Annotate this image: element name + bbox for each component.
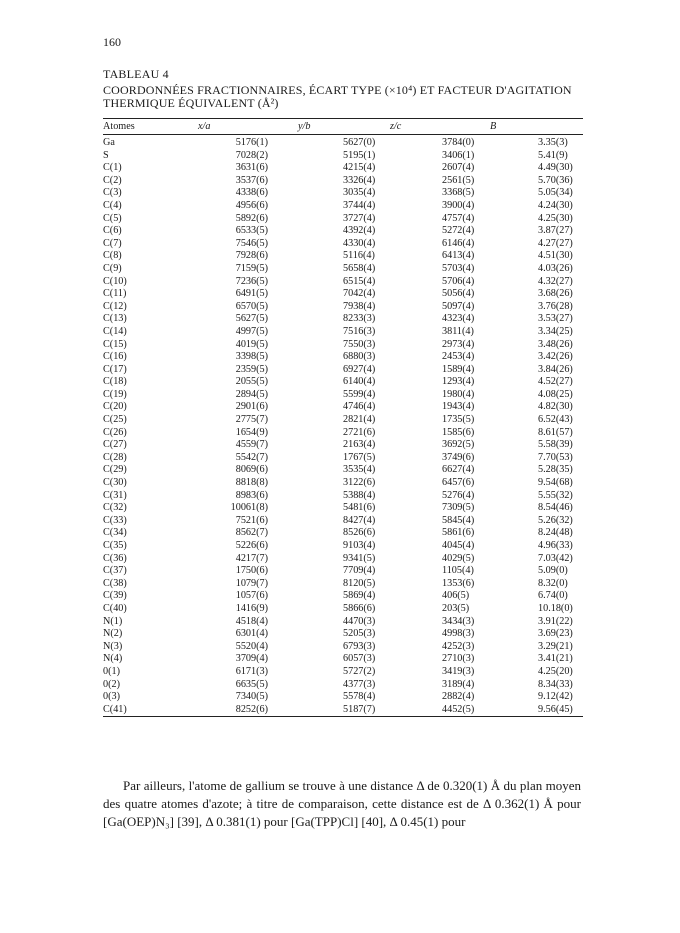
atom-cell: C(6) [103, 225, 122, 237]
yb-cell: 4392(4) [343, 225, 376, 237]
xa-cell: 7928(6) [235, 250, 268, 262]
atom-cell: C(32) [103, 502, 127, 514]
b-cell: 3.84(26) [538, 363, 573, 375]
zc-cell: 1293(4) [442, 376, 475, 388]
b-cell: 4.96(33) [538, 540, 573, 551]
yb-cell: 5388(4) [343, 489, 376, 501]
table-row [103, 414, 583, 427]
coordinates-table [103, 118, 583, 717]
zc-cell: 2710(3) [442, 653, 475, 665]
b-cell: 9.12(42) [538, 691, 573, 703]
header-b: B [490, 121, 497, 132]
atom-cell: C(38) [103, 577, 127, 589]
b-cell: 3.68(26) [538, 288, 573, 300]
yb-cell: 5116(4) [343, 250, 375, 262]
zc-cell: 5056(4) [442, 288, 475, 300]
yb-cell: 4746(4) [343, 401, 376, 413]
xa-cell: 5176(1) [235, 137, 268, 148]
b-cell: 8.54(46) [538, 502, 573, 514]
atom-cell: C(11) [103, 288, 127, 300]
atom-cell: S [103, 149, 109, 161]
table-row [103, 553, 583, 566]
zc-cell: 1943(4) [442, 401, 475, 413]
yb-cell: 5627(0) [343, 137, 376, 148]
xa-cell: 5520(4) [235, 640, 268, 652]
header-atomes: Atomes [103, 121, 135, 132]
b-cell: 5.09(0) [538, 565, 568, 577]
table-row [103, 565, 583, 578]
zc-cell: 5861(6) [442, 527, 475, 539]
table-row [103, 477, 583, 490]
zc-cell: 3189(4) [442, 678, 475, 690]
b-cell: 4.08(25) [538, 388, 573, 400]
xa-cell: 4956(6) [235, 199, 268, 211]
yb-cell: 5599(4) [343, 388, 376, 400]
atom-cell: C(2) [103, 174, 122, 186]
b-cell: 4.49(30) [538, 162, 573, 174]
zc-cell: 2882(4) [442, 691, 475, 703]
atom-cell: C(41) [103, 703, 127, 715]
atom-cell: 0(2) [103, 678, 120, 690]
yb-cell: 5205(3) [343, 628, 376, 640]
yb-cell: 7516(3) [343, 325, 376, 337]
xa-cell: 1750(6) [235, 565, 268, 577]
yb-cell: 5578(4) [343, 691, 376, 703]
table-row [103, 502, 583, 515]
table-row [103, 213, 583, 226]
b-cell: 4.03(26) [538, 262, 573, 274]
b-cell: 4.51(30) [538, 250, 573, 262]
xa-cell: 10061(8) [230, 502, 268, 514]
table-row [103, 200, 583, 213]
atom-cell: C(1) [103, 162, 122, 174]
b-cell: 5.70(36) [538, 174, 573, 186]
zc-cell: 406(5) [442, 590, 470, 602]
xa-cell: 3631(6) [235, 162, 268, 174]
table-row [103, 389, 583, 402]
yb-cell: 7938(4) [343, 300, 376, 312]
xa-cell: 5892(6) [235, 212, 268, 224]
xa-cell: 3398(5) [235, 351, 268, 363]
xa-cell: 2901(6) [235, 401, 268, 413]
yb-cell: 6927(4) [343, 363, 376, 375]
table-header-row [103, 119, 583, 135]
yb-cell: 5195(1) [343, 149, 376, 161]
yb-cell: 1767(5) [343, 451, 376, 463]
b-cell: 3.42(26) [538, 351, 573, 363]
table-row [103, 376, 583, 389]
table-row [103, 666, 583, 679]
table-row [103, 527, 583, 540]
table-row [103, 691, 583, 704]
table-row [103, 162, 583, 175]
table-row [103, 175, 583, 188]
table-row [103, 313, 583, 326]
table-row [103, 238, 583, 251]
xa-cell: 6570(5) [235, 300, 268, 312]
zc-cell: 1589(4) [442, 363, 475, 375]
xa-cell: 6491(5) [235, 288, 268, 300]
atom-cell: C(26) [103, 426, 127, 438]
paragraph-text: Par ailleurs, l'atome de gallium se trouve à une distance Δ de 0.320(1) Å du plan moyen des quatre atomes d'azote; à titre de comparaison, cette distance est de Δ 0.362(1) Å pour [Ga(OEP)N₃] [39], Δ 0.381(1) pour [Ga(TPP)Cl] [40], Δ 0.45(1) pour [103, 778, 581, 829]
yb-cell: 5727(2) [343, 665, 376, 677]
zc-cell: 3692(5) [442, 439, 475, 451]
atom-cell: C(20) [103, 401, 127, 413]
zc-cell: 1735(5) [442, 414, 475, 426]
b-cell: 3.48(26) [538, 338, 573, 350]
b-cell: 5.26(32) [538, 514, 573, 526]
atom-cell: C(36) [103, 552, 127, 564]
b-cell: 3.35(3) [538, 137, 568, 148]
yb-cell: 5481(6) [343, 502, 376, 514]
atom-cell: Ga [103, 137, 115, 148]
xa-cell: 8252(6) [235, 703, 268, 715]
yb-cell: 3744(4) [343, 199, 376, 211]
b-cell: 4.27(27) [538, 237, 573, 249]
zc-cell: 1585(6) [442, 426, 475, 438]
atom-cell: N(2) [103, 628, 123, 640]
atom-cell: 0(3) [103, 691, 120, 703]
b-cell: 3.76(28) [538, 300, 573, 312]
zc-cell: 6627(4) [442, 464, 475, 476]
xa-cell: 8983(6) [235, 489, 268, 501]
yb-cell: 6793(3) [343, 640, 376, 652]
yb-cell: 9103(4) [343, 540, 376, 551]
atom-cell: N(3) [103, 640, 123, 652]
table-row [103, 427, 583, 440]
b-cell: 4.25(20) [538, 665, 573, 677]
yb-cell: 2821(4) [343, 414, 376, 426]
b-cell: 3.41(21) [538, 653, 573, 665]
atom-cell: C(25) [103, 414, 127, 426]
zc-cell: 3434(3) [442, 615, 475, 627]
b-cell: 7.03(42) [538, 552, 573, 564]
xa-cell: 1654(9) [235, 426, 268, 438]
atom-cell: C(29) [103, 464, 127, 476]
b-cell: 3.53(27) [538, 313, 573, 325]
table-row [103, 540, 583, 553]
xa-cell: 4559(7) [235, 439, 268, 451]
atom-cell: C(13) [103, 313, 127, 325]
table-row [103, 628, 583, 641]
table-row [103, 452, 583, 465]
xa-cell: 7340(5) [235, 691, 268, 703]
b-cell: 3.91(22) [538, 615, 573, 627]
zc-cell: 6146(4) [442, 237, 475, 249]
xa-cell: 5542(7) [235, 451, 268, 463]
zc-cell: 3749(6) [442, 451, 475, 463]
b-cell: 6.52(43) [538, 414, 573, 426]
zc-cell: 3784(0) [442, 137, 475, 148]
yb-cell: 8120(5) [343, 577, 376, 589]
yb-cell: 3535(4) [343, 464, 376, 476]
yb-cell: 7042(4) [343, 288, 376, 300]
atom-cell: C(31) [103, 489, 127, 501]
table-row [103, 225, 583, 238]
yb-cell: 3727(4) [343, 212, 376, 224]
b-cell: 3.34(25) [538, 325, 573, 337]
b-cell: 9.54(68) [538, 477, 573, 489]
b-cell: 3.87(27) [538, 225, 573, 237]
b-cell: 4.32(27) [538, 275, 573, 287]
header-zc: z/c [390, 121, 402, 132]
zc-cell: 4323(4) [442, 313, 475, 325]
table-row [103, 276, 583, 289]
xa-cell: 7236(5) [235, 275, 268, 287]
zc-cell: 4998(3) [442, 628, 475, 640]
table-row [103, 351, 583, 364]
yb-cell: 2163(4) [343, 439, 376, 451]
table-row [103, 150, 583, 163]
b-cell: 9.56(45) [538, 703, 573, 715]
zc-cell: 5276(4) [442, 489, 475, 501]
atom-cell: C(27) [103, 439, 127, 451]
b-cell: 4.25(30) [538, 212, 573, 224]
zc-cell: 4045(4) [442, 540, 475, 551]
zc-cell: 3368(5) [442, 187, 475, 199]
atom-cell: C(9) [103, 262, 122, 274]
table-row [103, 439, 583, 452]
b-cell: 8.24(48) [538, 527, 573, 539]
yb-cell: 8233(3) [343, 313, 376, 325]
yb-cell: 5869(4) [343, 590, 376, 602]
zc-cell: 2561(5) [442, 174, 475, 186]
zc-cell: 2607(4) [442, 162, 475, 174]
zc-cell: 3900(4) [442, 199, 475, 211]
table-row [103, 616, 583, 629]
b-cell: 8.61(57) [538, 426, 573, 438]
xa-cell: 4518(4) [235, 615, 268, 627]
zc-cell: 7309(5) [442, 502, 475, 514]
table-row [103, 653, 583, 666]
xa-cell: 7028(2) [235, 149, 268, 161]
yb-cell: 3122(6) [343, 477, 376, 489]
zc-cell: 6413(4) [442, 250, 475, 262]
b-cell: 6.74(0) [538, 590, 568, 602]
yb-cell: 5187(7) [343, 703, 376, 715]
zc-cell: 2453(4) [442, 351, 475, 363]
yb-cell: 8526(6) [343, 527, 376, 539]
b-cell: 5.41(9) [538, 149, 568, 161]
zc-cell: 5706(4) [442, 275, 475, 287]
xa-cell: 5226(6) [235, 540, 268, 551]
atom-cell: C(15) [103, 338, 127, 350]
b-cell: 7.70(53) [538, 451, 573, 463]
table-row [103, 603, 583, 616]
zc-cell: 6457(6) [442, 477, 475, 489]
zc-cell: 5703(4) [442, 262, 475, 274]
yb-cell: 5866(6) [343, 602, 376, 614]
zc-cell: 1105(4) [442, 565, 474, 577]
xa-cell: 7546(5) [235, 237, 268, 249]
xa-cell: 2894(5) [235, 388, 268, 400]
xa-cell: 4019(5) [235, 338, 268, 350]
xa-cell: 8562(7) [235, 527, 268, 539]
atom-cell: C(16) [103, 351, 127, 363]
atom-cell: C(28) [103, 451, 127, 463]
table-caption: COORDONNÉES FRACTIONNAIRES, ÉCART TYPE (×10⁴) ET FACTEUR D'AGITATION THERMIQUE ÉQUIVALENT (Å²) [103, 83, 572, 110]
table-row [103, 364, 583, 377]
yb-cell: 5658(4) [343, 262, 376, 274]
yb-cell: 7550(3) [343, 338, 376, 350]
table-row [103, 515, 583, 528]
zc-cell: 4757(4) [442, 212, 475, 224]
yb-cell: 6515(4) [343, 275, 376, 287]
table-row [103, 326, 583, 339]
table-row [103, 263, 583, 276]
atom-cell: N(1) [103, 615, 123, 627]
b-cell: 8.34(33) [538, 678, 573, 690]
xa-cell: 2775(7) [235, 414, 268, 426]
atom-cell: C(3) [103, 187, 122, 199]
xa-cell: 6533(5) [235, 225, 268, 237]
xa-cell: 1079(7) [235, 577, 268, 589]
atom-cell: 0(1) [103, 665, 120, 677]
atom-cell: N(4) [103, 653, 123, 665]
xa-cell: 2359(5) [235, 363, 268, 375]
zc-cell: 4252(3) [442, 640, 475, 652]
atom-cell: C(40) [103, 602, 127, 614]
xa-cell: 3537(6) [235, 174, 268, 186]
b-cell: 5.28(35) [538, 464, 573, 476]
zc-cell: 3406(1) [442, 149, 475, 161]
atom-cell: C(17) [103, 363, 127, 375]
yb-cell: 9341(5) [343, 552, 376, 564]
zc-cell: 4452(5) [442, 703, 475, 715]
zc-cell: 5097(4) [442, 300, 475, 312]
atom-cell: C(39) [103, 590, 127, 602]
header-yb: y/b [298, 121, 311, 132]
xa-cell: 7521(6) [235, 514, 268, 526]
table-row [103, 704, 583, 717]
atom-cell: C(30) [103, 477, 127, 489]
table-row [103, 590, 583, 603]
b-cell: 5.55(32) [538, 489, 573, 501]
zc-cell: 203(5) [442, 602, 470, 614]
b-cell: 4.24(30) [538, 199, 573, 211]
zc-cell: 1353(6) [442, 577, 475, 589]
yb-cell: 3035(4) [343, 187, 376, 199]
table-row [103, 301, 583, 314]
body-paragraph [103, 777, 581, 831]
table-row [103, 464, 583, 477]
xa-cell: 6301(4) [235, 628, 268, 640]
xa-cell: 2055(5) [235, 376, 268, 388]
yb-cell: 2721(6) [343, 426, 376, 438]
atom-cell: C(5) [103, 212, 122, 224]
yb-cell: 4377(3) [343, 678, 376, 690]
xa-cell: 3709(4) [235, 653, 268, 665]
table-row [103, 578, 583, 591]
zc-cell: 3419(3) [442, 665, 475, 677]
yb-cell: 8427(4) [343, 514, 376, 526]
xa-cell: 5627(5) [235, 313, 268, 325]
xa-cell: 8069(6) [235, 464, 268, 476]
atom-cell: C(33) [103, 514, 127, 526]
atom-cell: C(19) [103, 388, 127, 400]
atom-cell: C(35) [103, 540, 127, 551]
table-label: TABLEAU 4 [103, 67, 169, 81]
table-row [103, 679, 583, 692]
atom-cell: C(14) [103, 325, 127, 337]
zc-cell: 3811(4) [442, 325, 474, 337]
zc-cell: 5272(4) [442, 225, 475, 237]
yb-cell: 6140(4) [343, 376, 376, 388]
table-row [103, 288, 583, 301]
xa-cell: 1416(9) [235, 602, 268, 614]
b-cell: 5.05(34) [538, 187, 573, 199]
table-row [103, 490, 583, 503]
yb-cell: 7709(4) [343, 565, 376, 577]
xa-cell: 4997(5) [235, 325, 268, 337]
table-row [103, 339, 583, 352]
b-cell: 8.32(0) [538, 577, 568, 589]
b-cell: 10.18(0) [538, 602, 573, 614]
xa-cell: 7159(5) [235, 262, 268, 274]
b-cell: 4.52(27) [538, 376, 573, 388]
xa-cell: 4217(7) [235, 552, 268, 564]
yb-cell: 3326(4) [343, 174, 376, 186]
atom-cell: C(18) [103, 376, 127, 388]
atom-cell: C(10) [103, 275, 127, 287]
table-row [103, 250, 583, 263]
table-row [103, 187, 583, 200]
b-cell: 5.58(39) [538, 439, 573, 451]
xa-cell: 8818(8) [235, 477, 268, 489]
zc-cell: 4029(5) [442, 552, 475, 564]
atom-cell: C(7) [103, 237, 122, 249]
zc-cell: 1980(4) [442, 388, 475, 400]
xa-cell: 1057(6) [235, 590, 268, 602]
yb-cell: 6880(3) [343, 351, 376, 363]
atom-cell: C(34) [103, 527, 127, 539]
table-row [103, 135, 583, 150]
xa-cell: 4338(6) [235, 187, 268, 199]
yb-cell: 4215(4) [343, 162, 376, 174]
table-row [103, 401, 583, 414]
xa-cell: 6171(3) [235, 665, 268, 677]
zc-cell: 2973(4) [442, 338, 475, 350]
atom-cell: C(37) [103, 565, 127, 577]
b-cell: 4.82(30) [538, 401, 573, 413]
zc-cell: 5845(4) [442, 514, 475, 526]
header-xa: x/a [198, 121, 211, 132]
yb-cell: 4330(4) [343, 237, 376, 249]
yb-cell: 4470(3) [343, 615, 376, 627]
atom-cell: C(8) [103, 250, 122, 262]
b-cell: 3.29(21) [538, 640, 573, 652]
atom-cell: C(4) [103, 199, 122, 211]
b-cell: 3.69(23) [538, 628, 573, 640]
table-row [103, 641, 583, 654]
xa-cell: 6635(5) [235, 678, 268, 690]
yb-cell: 6057(3) [343, 653, 376, 665]
page-number: 160 [103, 35, 121, 49]
table-body [103, 135, 583, 717]
atom-cell: C(12) [103, 300, 127, 312]
